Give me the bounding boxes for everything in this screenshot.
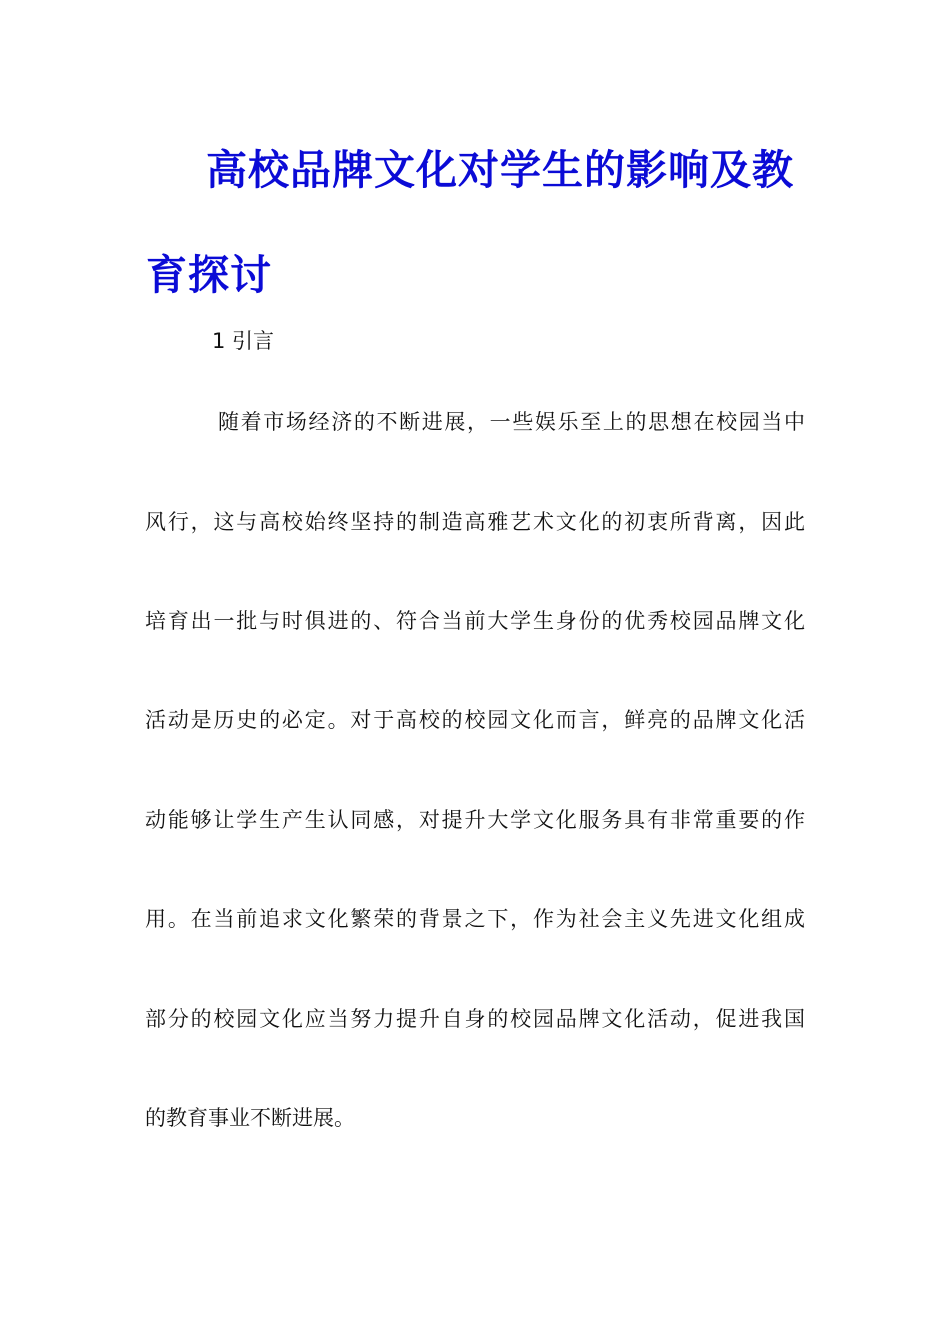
paragraph-line: 部分的校园文化应当努力提升自身的校园品牌文化活动，促进我国 <box>145 1007 805 1031</box>
paragraph-line: 的教育事业不断进展。 <box>145 1106 355 1130</box>
paragraph-line: 培育出一批与时俱进的、符合当前大学生身份的优秀校园品牌文化 <box>145 609 805 633</box>
section-heading-introduction: 1 引言 <box>212 329 275 353</box>
paragraph-line: 动能够让学生产生认同感，对提升大学文化服务具有非常重要的作 <box>145 808 805 832</box>
paragraph-line: 活动是历史的必定。对于高校的校园文化而言，鲜亮的品牌文化活 <box>145 708 805 732</box>
paragraph-line: 风行，这与高校始终坚持的制造高雅艺术文化的初衷所背离，因此 <box>145 510 805 534</box>
paragraph-line: 随着市场经济的不断进展，一些娱乐至上的思想在校园当中 <box>218 410 805 434</box>
paragraph-line: 用。在当前追求文化繁荣的背景之下，作为社会主义先进文化组成 <box>145 907 805 931</box>
document-title: 高校品牌文化对学生的影响及教育探讨 <box>146 146 794 299</box>
